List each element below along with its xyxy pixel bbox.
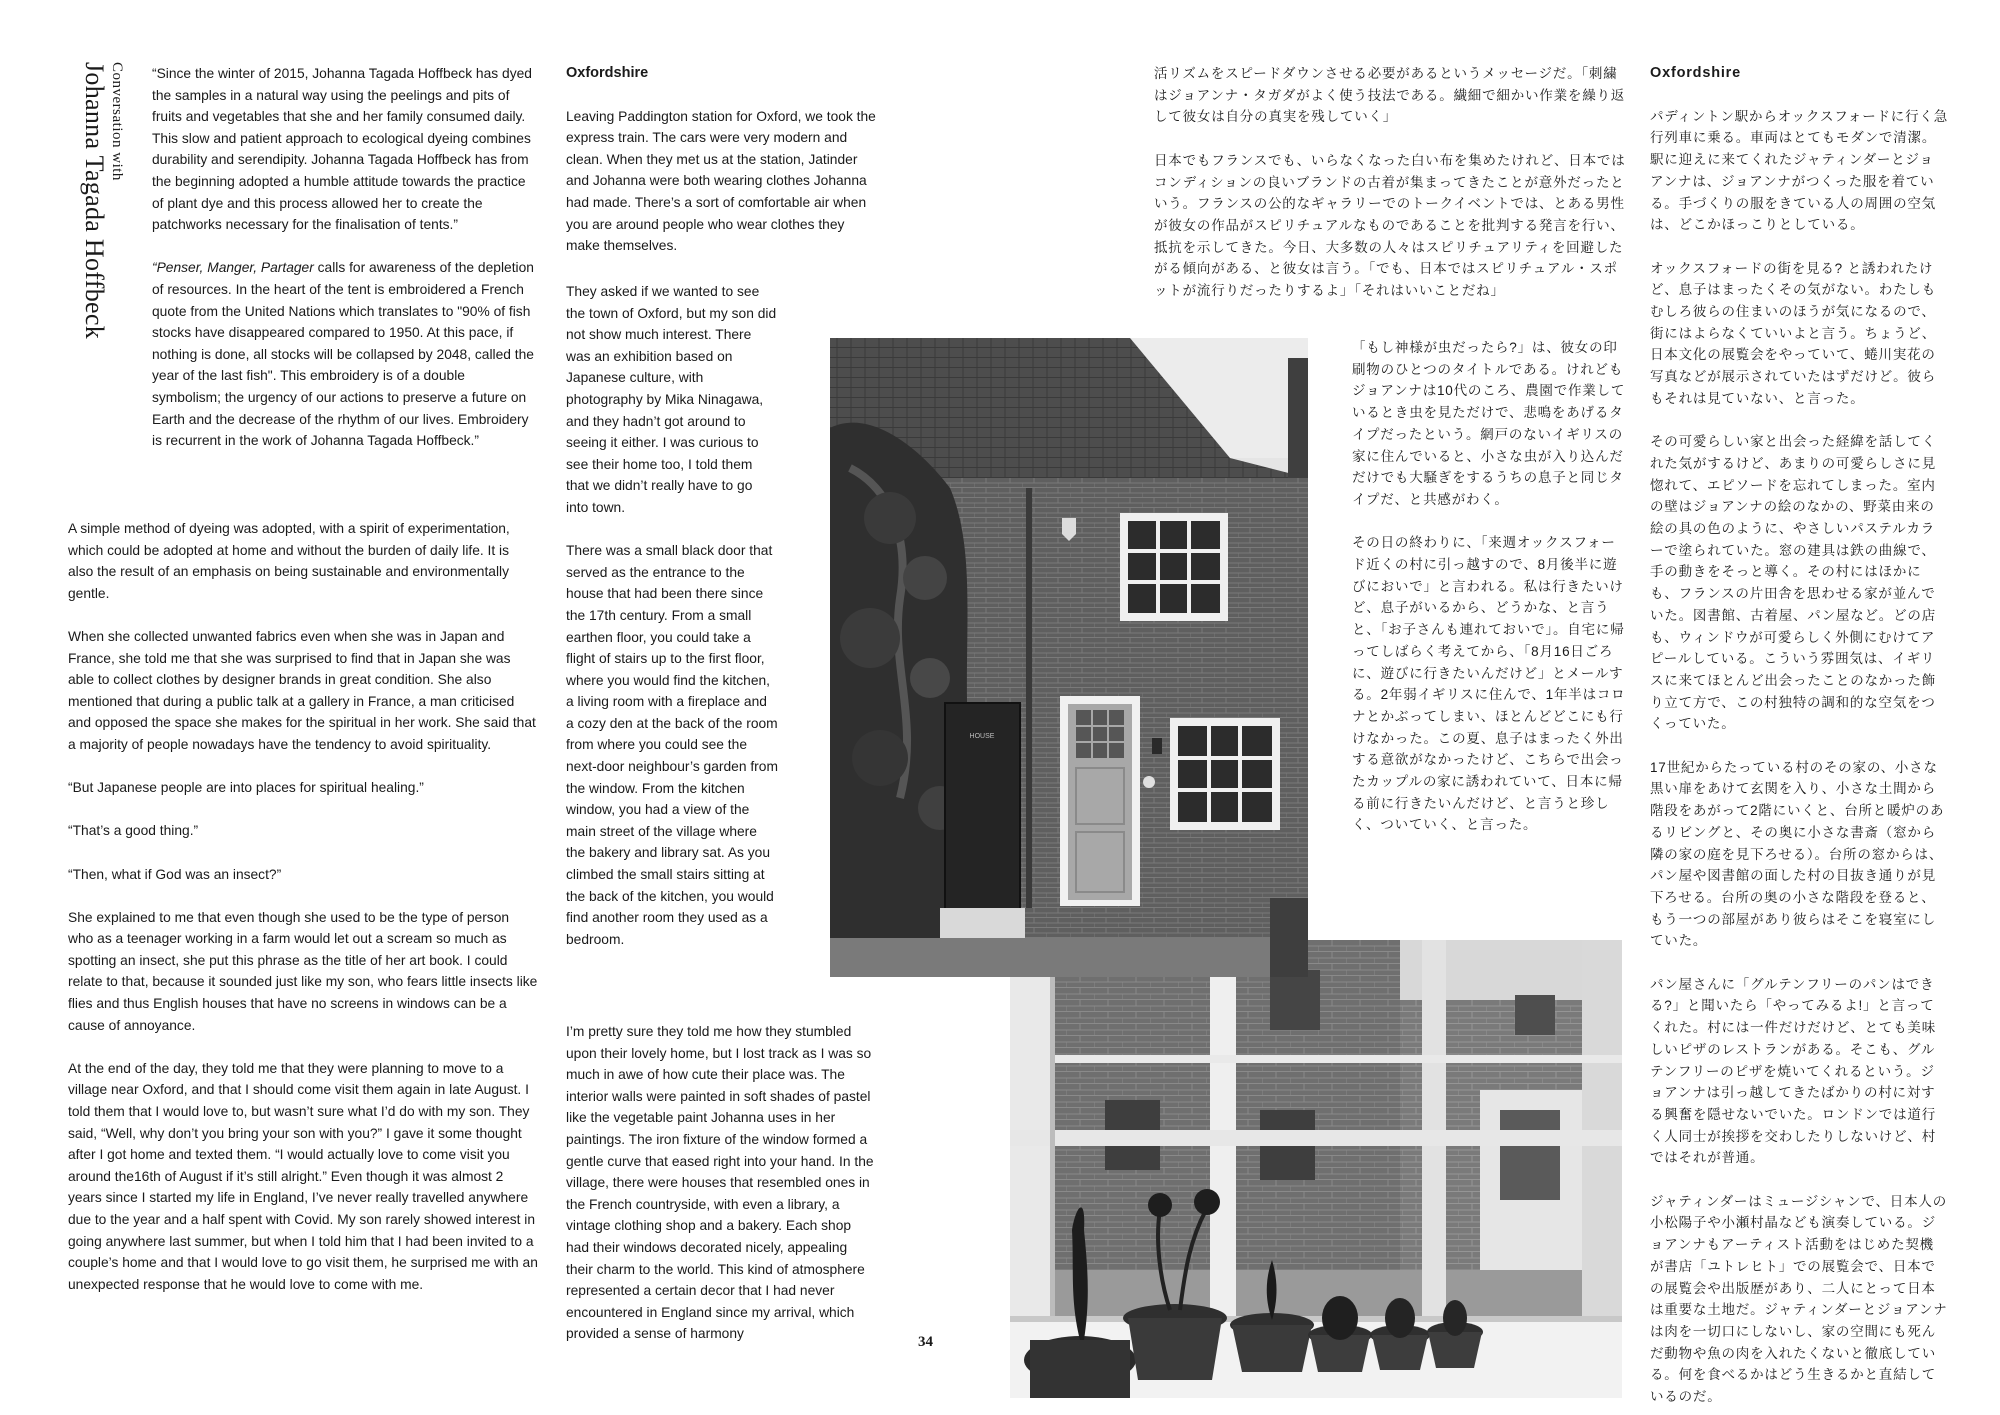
jp-paragraph: 活リズムをスピードダウンさせる必要があるというメッセージだ。「刺繍はジョアンナ・タガダがよく使う技法である。繊細で細かい作業を繰り返して彼女は自分の真実を残していく」 — [1154, 66, 1626, 125]
english-quote-block — [152, 63, 536, 452]
col1-paragraph: She explained to me that even though she used to be the type of person who as a teenager working in a farm would let out a scream so much as spotting an insect, she put this phrase as the title of her art book. I could relate to that, because it sounded just like my son, who fears little insects like flies and thus English houses that have no screens in windows can be a cause of annoyance. — [68, 909, 538, 1033]
section-heading-jp: Oxfordshire — [1650, 65, 1741, 81]
english-column-2-bottom — [566, 1021, 876, 1345]
col1-paragraph: “Then, what if God was an insect?” — [68, 866, 282, 882]
jp-paragraph: ジャティンダーはミュージシャンで、日本人の小松陽子や小瀬村晶なども演奏している。ジョアンナもアーティスト活動をはじめた契機が書店「ユトレヒト」での展覧会で、日本での展覧会や出版歴があり、二人にとって日本は重要な土地だ。ジャティンダーとジョアンナは肉を一切口にしないし、家の空間にも死んだ動物や魚の肉を入れたくないと徹底している。何を食べるかはどう生きるかと直結しているのだ。 — [1650, 1193, 1948, 1405]
jp-paragraph: パディントン駅からオックスフォードに行く急行列車に乗る。車両はとてもモダンで清潔。駅に迎えに来てくれたジャティンダーとジョアンナは、ジョアンナがつくった服を着ている。手づくりの服をきている人の周囲の空気は、どこかほっこりとしている。 — [1650, 108, 1949, 233]
jp-paragraph: パン屋さんに「グルテンフリーのパンはできる?」と聞いたら「やってみるよ!」と言ってくれた。村には一件だけだけど、とても美味しいピザのレストランがある。そこも、グルテンフリーのピザを焼いてくれるという。ジョアンナは引っ越してきたばかりの村に対する興奮を隠せないでいた。ロンドンでは道行く人同士が挨拶を交わしたりしないけど、村ではそれが普通。 — [1650, 976, 1936, 1166]
japanese-column-4 — [1650, 63, 1948, 1408]
jp-paragraph: その可愛らしい家と出会った経緯を話してくれた気がするけど、あまりの可愛らしさに見惚れて、エピソードを忘れてしまった。室内の壁はジョアンナの絵のなかの、野菜由来の絵の具の色のように、やさしいパステルカラーで塗られていた。窓の建具は鉄の曲線で、手の動きをそっと導く。その村にはほかにも、フランスの片田舎を思わせる家が並んでいた。図書館、古着屋、パン屋など。どの店も、ウィンドウが可愛らしく外側にむけてアピールしている。こういう雰囲気は、イギリスに来てほとんど出会ったことのなかった飾り立て方で、この村独特の調和的な空気をつくっていた。 — [1650, 434, 1936, 732]
article-title — [66, 62, 126, 342]
col2-paragraph: Leaving Paddington station for Oxford, we took the express train. The cars were very modern and clean. When they met us at the station, Jatinder and Johanna were both wearing clothes Johanna had made. There’s a sort of comfortable air when you are around people who wear clothes they make themselves. — [566, 108, 876, 254]
english-column-2-narrow — [566, 281, 778, 950]
quote-dyeing: “Since the winter of 2015, Johanna Tagada Hoffbeck has dyed the samples in a natural way using the peelings and pits of fruits and vegetables that she and her family consumed daily. This slow and patient approach to ecological dyeing combines durability and serendipity. Johanna Tagada Hoffbeck has from the beginning adopted a humble attitude towards the practice of plant dye and this process allowed her to create the patchworks necessary for the finalisation of tents.” — [152, 66, 532, 233]
house-exterior-image — [830, 338, 1308, 977]
window-view-photo — [1010, 940, 1622, 1398]
japanese-column-3-top — [1154, 63, 1626, 302]
house-exterior-photo — [830, 338, 1308, 977]
quote-penser — [152, 257, 536, 451]
col1-paragraph: “But Japanese people are into places for spiritual healing.” — [68, 780, 424, 796]
door-sign-text: HOUSE — [969, 733, 995, 740]
jp-paragraph: オックスフォードの街を見る? と誘われたけど、息子はまったくその気がない。わたしもむしろ彼らの住まいのほうが気になるので、街にはよらなくていいよと言う。ちょうど、日本文化の展覧会をやっていて、蜷川実花の写真などが展示されていたはずだけど。彼らもそれは見ていない、と言った。 — [1650, 260, 1936, 406]
col2-paragraph: They asked if we wanted to see the town of Oxford, but my son did not show much interest. There was an exhibition based on Japanese culture, with photography by Mika Ninagawa, and they hadn’t got around to seeing it either. I was curious to see their home too, I told them that we didn’t really have to go into town. — [566, 284, 777, 515]
japanese-column-3-bottom — [1352, 337, 1626, 836]
col1-paragraph: When she collected unwanted fabrics even when she was in Japan and France, she told me that she was surprised to find that in Japan she was able to collect clothes by designer brands in great condition. She also mentioned that during a public talk at a gallery in France, a man criticised and opposed the space she makes for the spiritual in her work. She said that a majority of people nowadays have the tendency to avoid spirituality. — [68, 628, 536, 752]
title-name: Johanna Tagada Hoffbeck — [80, 62, 109, 340]
page-number: 34 — [918, 1334, 933, 1350]
title-subtitle: Conversation with — [109, 62, 125, 181]
col2-paragraph: There was a small black door that served as the entrance to the house that had been there since the 17th century. From a small earthen floor, you could take a flight of stairs up to the first floor, where you would find the kitchen, a living room with a fireplace and a cozy den at the back of the room from where you could see the next-door neighbour’s garden from the window. From the kitchen window, you had a view of the main street of the village where the bakery and library sat. As you climbed the small stairs sitting at the back of the kitchen, you would find another room they used as a bedroom. — [566, 543, 778, 947]
col1-paragraph: At the end of the day, they told me that they were planning to move to a village near Oxford, and that I should come visit them again in late August. I told them that I would love to, but wasn’t sure what I’d do with my son. They said, “Well, why don’t you bring your son with you?” I gave it some thought after I got home and texted them. “I would actually love to come visit you around the16th of August if it’s still alright.” Even though it was almost 2 years since I started my life in England, I’ve never really travelled anywhere due to the year and a half spent with Covid. My son rarely showed interest in going anywhere last summer, but when I told him that I had been invited to a couple’s home and that I would love to go visit them, he surprised me with an unexpected response that he would love to come with me. — [68, 1060, 538, 1292]
jp-paragraph: 17世紀からたっている村のその家の、小さな黒い扉をあけて玄関を入り、小さな土間から階段をあがって2階にいくと、台所と暖炉のあるリビングと、その奥に小さな書斎（窓から隣の家の庭を見下ろせる）。台所の窓からは、パン屋や図書館の面した村の目抜き通りが見下ろせる。台所の奥の小さな階段を登ると、もう一つの部屋があり彼らはそこを寝室にしていた。 — [1650, 759, 1945, 949]
col1-paragraph: A simple method of dyeing was adopted, with a spirit of experimentation, which could be adopted at home and without the burden of daily life. It is also the result of an emphasis on being sustainable and environmentally gentle. — [68, 521, 510, 601]
jp-paragraph: 日本でもフランスでも、いらなくなった白い布を集めたけれど、日本ではコンディションの良いブランドの古着が集まってきたことが意外だったという。フランスの公的なギャラリーでのトークイベントでは、とある男性が彼女の作品がスピリチュアルなものであることを批判する発言を行い、抵抗を示してきた。今日、大多数の人々はスピリチュアリティを回避したがる傾向がある、と彼女は言う。「でも、日本ではスピリチュアル・スポットが流行りだったりするよ」「それはいいことだね」 — [1154, 152, 1626, 299]
section-heading-en: Oxfordshire — [566, 65, 649, 81]
col2-paragraph: I’m pretty sure they told me how they stumbled upon their lovely home, but I lost track as I was so much in awe of how cute their place was. The interior walls were painted in soft shades of pastel like the vegetable paint Johanna uses in her paintings. The iron fixture of the window formed a gentle curve that eased right into your hand. In the village, there were houses that resembled ones in the French countryside, with even a library, a vintage clothing shop and a bakery. Each shop had their windows decorated nicely, appealing their charm to the world. This kind of atmosphere represented a certain decor that I had never encountered in England since my arrival, which provided a sense of harmony — [566, 1024, 874, 1342]
quote-penser-title: “Penser, Manger, Partager — [152, 260, 314, 276]
english-column-1 — [68, 518, 538, 1295]
jp-paragraph: その日の終わりに、「来週オックスフォード近くの村に引っ越すので、8月後半に遊びにおいで」と言われる。私は行きたいけど、息子がいるから、どうかな、と言うと、「お子さんも連れておいで」。自宅に帰ってしばらく考えてから、「8月16日ごろに、遊びに行きたいんだけど」とメールする。2年弱イギリスに住んで、1年半はコロナとかぶってしまい、ほとんどどこにも行けなかった。この夏、息子はまったく外出する意欲がなかったけど、こちらで出会ったカップルの家に誘われていて、日本に帰る前に行きたいんだけど、と言うと珍しく、ついていく、と言った。 — [1352, 535, 1626, 833]
col1-paragraph: “That’s a good thing.” — [68, 823, 199, 839]
english-column-2-top — [566, 63, 876, 257]
quote-penser-body: calls for awareness of the depletion of resources. In the heart of the tent is embroidered a French quote from the United Nations which translates to "90% of fish stocks have disappeared compared to 1950. At this pace, if nothing is done, all stocks will be collapsed by 2048, called the year of the last fish". This embroidery is of a double symbolism; the urgency of our actions to preserve a future on Earth and the decrease of the rhythm of our lives. Embroidery is recurrent in the work of Johanna Tagada Hoffbeck.” — [152, 260, 534, 449]
jp-paragraph: 「もし神様が虫だったら?」は、彼女の印刷物のひとつのタイトルである。けれどもジョアンナは10代のころ、農園で作業しているとき虫を見ただけで、悲鳴をあげるタイプだったという。網戸のないイギリスの家に住んでいると、小さな虫が入り込んだだけでも大騒ぎをするうちの息子と同じタイプだ、と共感がわく。 — [1352, 340, 1626, 507]
window-view-image — [1010, 940, 1622, 1398]
